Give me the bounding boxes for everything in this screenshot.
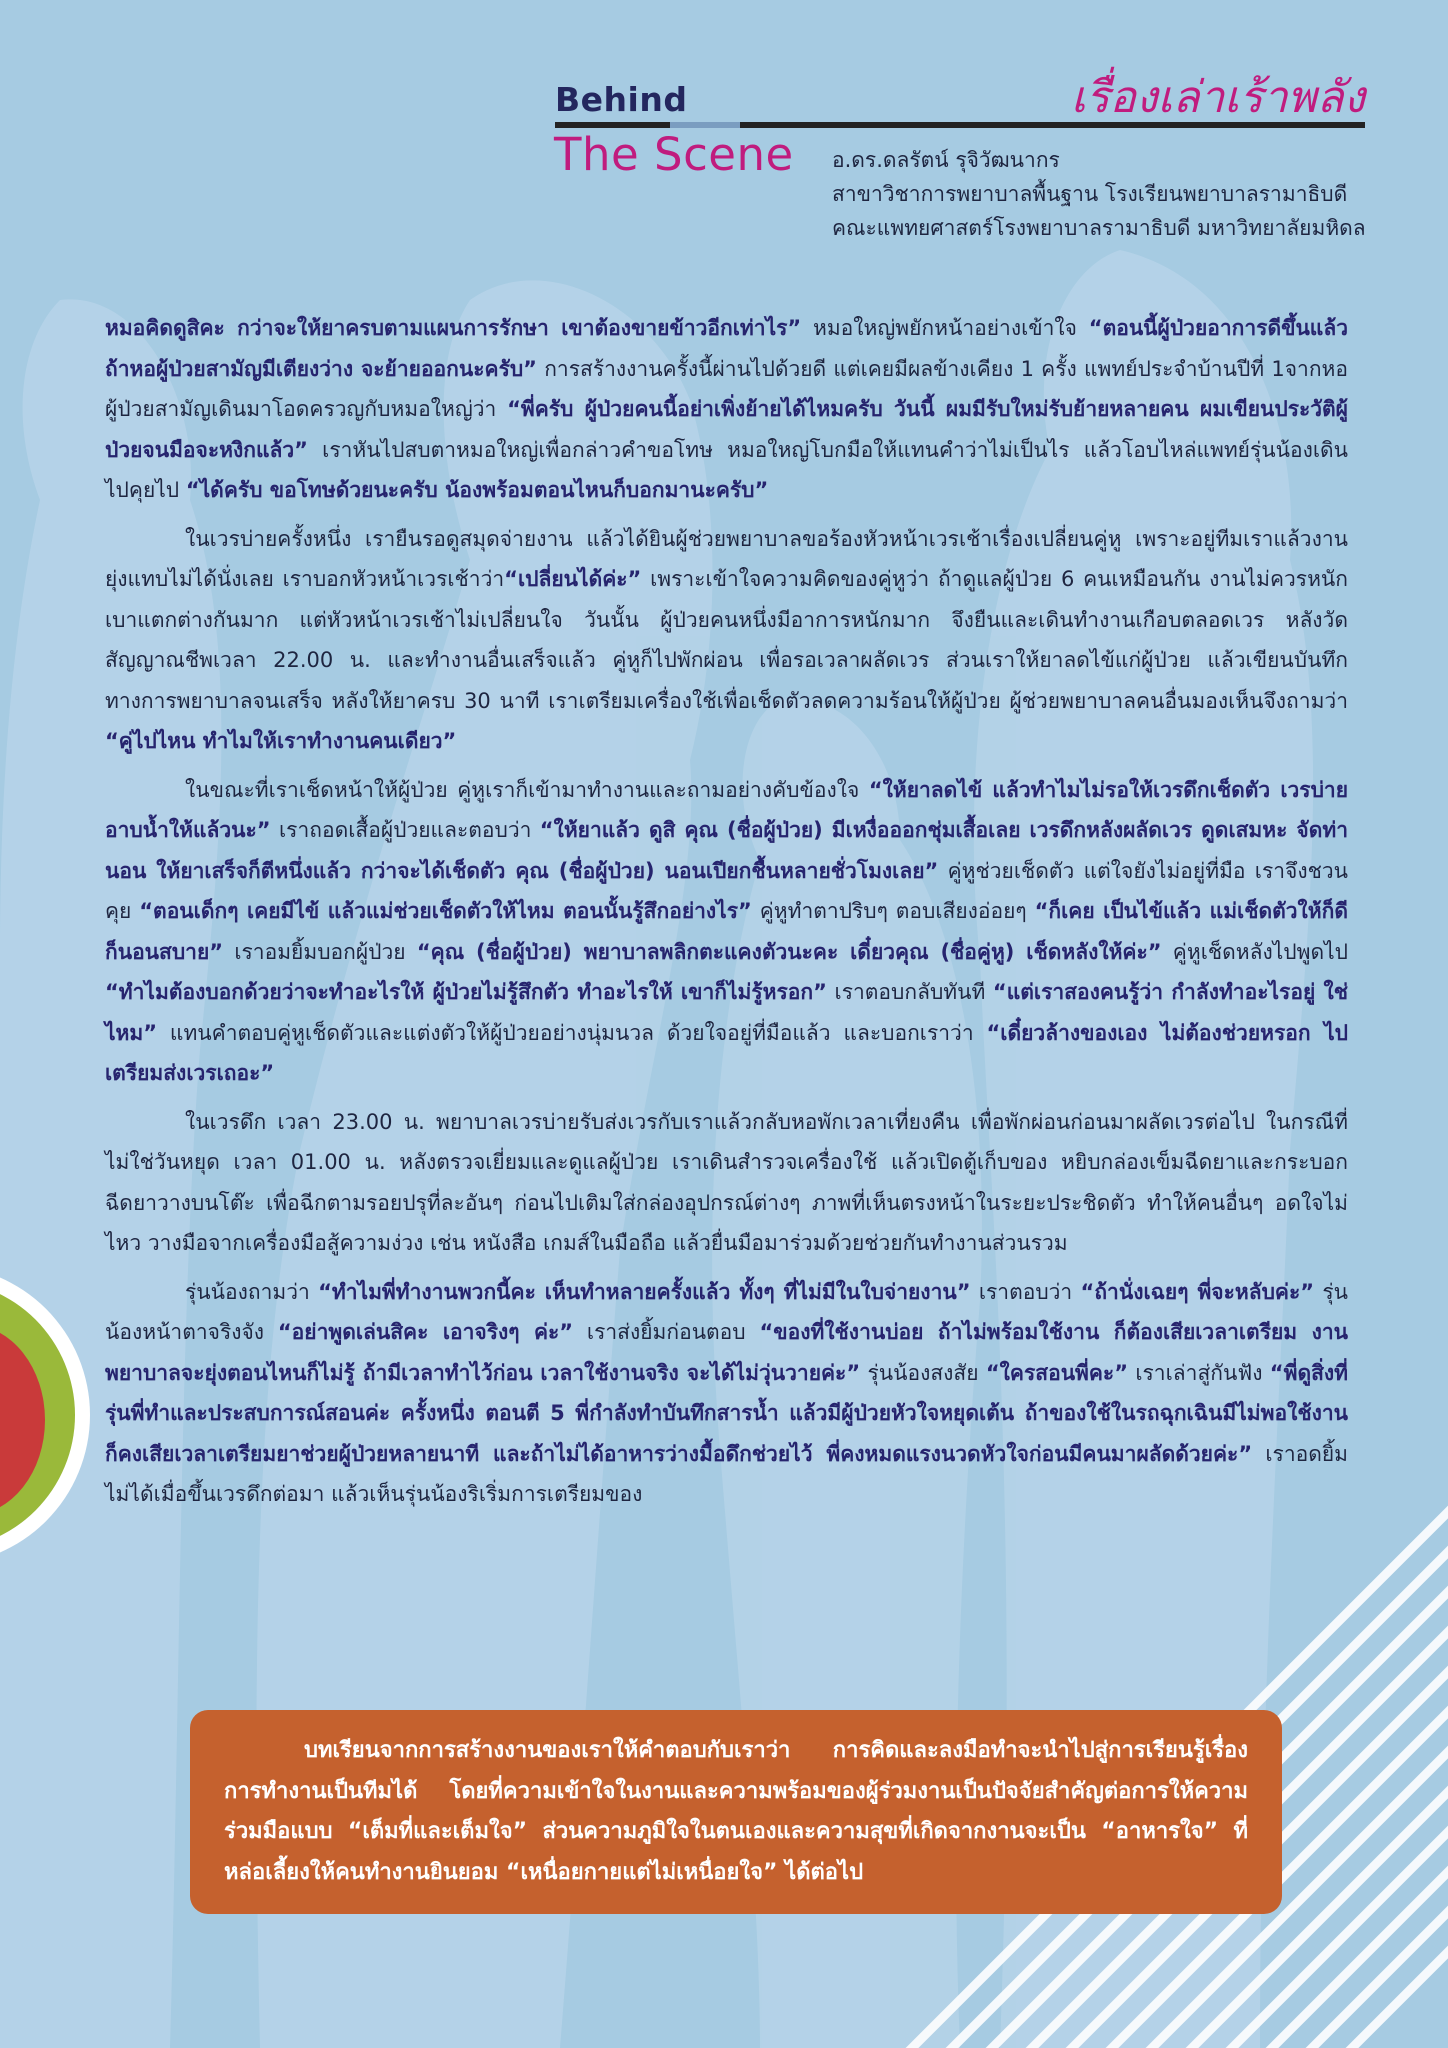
lesson-text: บทเรียนจากการสร้างงานของเราให้คำตอบกับเราว่า การคิดและลงมือทำจะนำไปสู่การเรียนรู้เรื่องการทำงานเป็นทีมได้ โดยที่ความเข้าใจในงานและความพร้อมของผู้ร่วมงานเป็นปัจจัยสำคัญต่อการให้ความร่วมมือแบบ “เต็มที่และเต็มใจ” ส่วนความภูมิใจในตนเองและความสุขที่เกิดจากงานจะเป็น “อาหารใจ” ที่หล่อเลี้ยงให้คนทำงานยินยอม “เหนื่อยกายแต่ไม่เหนื่อยใจ” ได้ต่อไป [224, 1738, 1248, 1885]
narration: ในขณะที่เราเช็ดหน้าให้ผู้ป่วย คู่หูเราก็เข้ามาทำงานและถามอย่างคับข้องใจ [185, 777, 869, 802]
section-title-scene: The Scene [554, 128, 794, 181]
quote: “พี่ครับ ผู้ป่วยคนนี้อย่าเพิ่งย้ายได้ไหมครับ วันนี้ ผมมีรับใหม่รับย้ายหลายคน ผมเขียนประวัติผู้ป่วยจนมือจะหงิกแล้ว” [105, 397, 1348, 462]
quote: “ถ้านั่งเฉยๆ พี่จะหลับค่ะ” [1080, 1279, 1315, 1304]
quote: “คุณ (ชื่อผู้ป่วย) พยาบาลพลิกตะแคงตัวนะคะ เดี๋ยวคุณ (ชื่อคู่หู) เช็ดหลังให้ค่ะ” [416, 939, 1162, 964]
narration: คู่หูเช็ดหลังไปพูดไป [1161, 939, 1348, 964]
quote: “พี่ดูสิ่งที่รุ่นพี่ทำและประสบการณ์สอนค่ะ ครั้งหนึ่ง ตอนตี 5 พี่กำลังทำบันทึกสารน้ำ แล้วมีผู้ป่วยหัวใจหยุดเต้น ถ้าของใช้ในรถฉุกเฉินมีไม่พอใช้งาน ก็คงเสียเวลาเตรียมยาช่วยผู้ป่วยหลายนาที และถ้าไม่ได้อาหารว่างมื้อดึกช่วยไว้ พี่คงหมดแรงนวดหัวใจก่อนมีคนมาผลัดด้วยค่ะ” [105, 1360, 1348, 1466]
narration: คู่หูทำตาปริบๆ ตอบเสียงอ่อยๆ [751, 899, 1035, 923]
quote: “ให้ยาแล้ว ดูสิ คุณ (ชื่อผู้ป่วย) มีเหงื่อออกชุ่มเสื้อเลย เวรดึกหลังผลัดเวร ดูดเสมหะ จัดท่านอน ให้ยาเสร็จก็ตีหนึ่งแล้ว กว่าจะได้เช็ดตัว คุณ (ชื่อผู้ป่วย) นอนเปียกชื้นหลายชั่วโมงเลย” [105, 818, 1348, 883]
quote: “ของที่ใช้งานบ่อย ถ้าไม่พร้อมใช้งาน ก็ต้องเสียเวลาเตรียม งานพยาบาลจะยุ่งตอนไหนก็ไม่รู้ ถ้ามีเวลาทำไว้ก่อน เวลาใช้งานจริง จะได้ไม่วุ่นวายค่ะ” [105, 1320, 1348, 1385]
narration: การสร้างงานครั้งนี้ผ่านไปด้วยดี แต่เคยมีผลข้างเคียง 1 ครั้ง แพทย์ประจำบ้านปีที่ 1จากหอผู้ป่วยสามัญเดินมาโอดครวญกับหมอใหญ่ว่า [105, 356, 1348, 421]
lesson-callout-box [190, 1710, 1282, 1914]
narration: เราส่งยิ้มก่อนตอบ [573, 1320, 760, 1344]
article-paragraph-1 [105, 308, 1348, 511]
page-header [555, 70, 1365, 250]
article-paragraph-2 [105, 519, 1348, 762]
narration: รุ่นน้องหน้าตาจริงจัง [105, 1279, 1348, 1344]
narration: หมอใหญ่พยักหน้าอย่างเข้าใจ [801, 316, 1089, 340]
narration: เราตอบว่า [970, 1279, 1081, 1304]
quote: “ทำไมต้องบอกด้วยว่าจะทำอะไรให้ ผู้ป่วยไม่รู้สึกตัว ทำอะไรให้ เขาก็ไม่รู้หรอก” [105, 980, 827, 1004]
quote: “คู่ไปไหน ทำไมให้เราทำงานคนเดียว” [105, 729, 457, 753]
narration: แทนคำตอบคู่หูเช็ดตัวและแต่งตัวให้ผู้ป่วยอย่างนุ่มนวล ด้วยใจอยู่ที่มือแล้ว และบอกเราว่า [157, 1020, 987, 1045]
article-paragraph-4 [105, 1102, 1348, 1264]
narration: เราถอดเสื้อผู้ป่วยและตอบว่า [270, 818, 540, 842]
quote: หมอคิดดูสิคะ กว่าจะให้ยาครบตามแผนการรักษา เขาต้องขายข้าวอีกเท่าไร” [105, 316, 802, 340]
article-body [105, 308, 1348, 1523]
quote: “ทำไมพี่ทำงานพวกนี้คะ เห็นทำหลายครั้งแล้ว ทั้งๆ ที่ไม่มีในใบจ่ายงาน” [318, 1279, 971, 1304]
author-faculty: คณะแพทยศาสตร์โรงพยาบาลรามาธิบดี มหาวิทยาลัยมหิดล [832, 216, 1366, 240]
quote: “แต่เราสองคนรู้ว่า กำลังทำอะไรอยู่ ใช่ไหม” [105, 980, 1348, 1045]
narration: เราเล่าสู่กันฟัง [1128, 1360, 1270, 1385]
narration: เราตอบกลับทันที [826, 980, 993, 1004]
article-paragraph-3 [105, 770, 1348, 1094]
quote: “ก็เคย เป็นไข้แล้ว แม่เช็ดตัวให้ก็ดี ก็นอนสบาย” [105, 899, 1348, 964]
column-tagline: เรื่องเล่าเร้าพลัง [1070, 72, 1365, 123]
article-paragraph-5 [105, 1272, 1348, 1515]
narration: รุ่นน้องสงสัย [860, 1360, 986, 1385]
quote: “เดี๋ยวล้างของเอง ไม่ต้องช่วยหรอก ไปเตรียมส่งเวรเถอะ” [105, 1020, 1348, 1085]
narration: เราหันไปสบตาหมอใหญ่เพื่อกล่าวคำขอโทษ หมอใหญ่โบกมือให้แทนคำว่าไม่เป็นไร แล้วโอบไหล่แพทย์รุ่นน้องเดินไปคุยไป [105, 437, 1348, 502]
quote: “ใครสอนพี่คะ” [985, 1360, 1129, 1385]
author-block [832, 143, 1366, 245]
quote: “ได้ครับ ขอโทษด้วยนะครับ น้องพร้อมตอนไหนก็บอกมานะครับ” [185, 478, 769, 502]
narration: เพราะเข้าใจความคิดของคู่หูว่า ถ้าดูแลผู้ป่วย 6 คนเหมือนกัน งานไม่ควรหนักเบาแตกต่างกันมาก แต่หัวหน้าเวรเช้าไม่เปลี่ยนใจ วันนั้น ผู้ป่วยคนหนึ่งมีอาการหนักมาก จึงยืนและเดินทำงานเกือบตลอดเวร หลังวัดสัญญาณชีพเวลา 22.00 น. และทำงานอื่นเสร็จแล้ว คู่หูก็ไปพักผ่อน เพื่อรอเวลาผลัดเวร ส่วนเราให้ยาลดไข้แก่ผู้ป่วย แล้วเขียนบันทึกทางการพยาบาลจนเสร็จ หลังให้ยาครบ 30 นาที เราเตรียมเครื่องใช้เพื่อเช็ดตัวลดความร้อนให้ผู้ป่วย ผู้ช่วยพยาบาลคนอื่นมองเห็นจึงถามว่า [105, 567, 1348, 713]
quote: “ให้ยาลดไข้ แล้วทำไมไม่รอให้เวรดึกเช็ดตัว เวรบ่ายอาบน้ำให้แล้วนะ” [105, 777, 1348, 842]
quote: “อย่าพูดเล่นสิคะ เอาจริงๆ ค่ะ” [277, 1320, 574, 1344]
narration: คู่หูช่วยเช็ดตัว แต่ใจยังไม่อยู่ที่มือ เราจึงชวนคุย [105, 858, 1348, 923]
quote: “ตอนนี้ผู้ป่วยอาการดีขึ้นแล้ว ถ้าหอผู้ป่วยสามัญมีเตียงว่าง จะย้ายออกนะครับ” [105, 316, 1348, 381]
author-name: อ.ดร.ดลรัตน์ รุจิวัฒนากร [832, 148, 1060, 172]
quote: “ตอนเด็กๆ เคยมีไข้ แล้วแม่ช่วยเช็ดตัวให้ไหม ตอนนั้นรู้สึกอย่างไร” [139, 899, 752, 923]
author-department: สาขาวิชาการพยาบาลพื้นฐาน โรงเรียนพยาบาลรามาธิบดี [832, 182, 1348, 206]
narration: ในเวรดึก เวลา 23.00 น. พยาบาลเวรบ่ายรับส่งเวรกับเราแล้วกลับหอพักเวลาเที่ยงคืน เพื่อพักผ่อนก่อนมาผลัดเวรต่อไป ในกรณีที่ไม่ใช่วันหยุด เวลา 01.00 น. หลังตรวจเยี่ยมและดูแลผู้ป่วย เราเดินสำรวจเครื่องใช้ แล้วเปิดตู้เก็บของ หยิบกล่องเข็มฉีดยาและกระบอกฉีดยาวางบนโต๊ะ เพื่อฉีกตามรอยปรุที่ละอันๆ ก่อนไปเติมใส่กล่องอุปกรณ์ต่างๆ ภาพที่เห็นตรงหน้าในระยะประชิดตัว ทำให้คนอื่นๆ อดใจไม่ไหว วางมือจากเครื่องมือสู้ความง่วง เช่น หนังสือ เกมส์ในมือถือ แล้วยื่นมือมาร่วมด้วยช่วยกันทำงานส่วนรวม [105, 1109, 1348, 1255]
narration: เราอดยิ้มไม่ได้เมื่อขึ้นเวรดึกต่อมา แล้วเห็นรุ่นน้องริเริ่มการเตรียมของ [105, 1441, 1349, 1506]
quote: “เปลี่ยนได้ค่ะ” [504, 567, 642, 591]
narration: ในเวรบ่ายครั้งหนึ่ง เรายืนรอดูสมุดจ่ายงาน แล้วได้ยินผู้ช่วยพยาบาลขอร้องหัวหน้าเวรเช้าเรื่องเปลี่ยนคู่หู เพราะอยู่ทีมเราแล้วงานยุ่งแทบไม่ได้นั่งเลย เราบอกหัวหน้าเวรเช้าว่า [105, 526, 1348, 591]
narration: รุ่นน้องถามว่า [185, 1279, 319, 1304]
narration: เราอมยิ้มบอกผู้ป่วย [223, 939, 417, 964]
section-title-behind: Behind [555, 80, 688, 119]
